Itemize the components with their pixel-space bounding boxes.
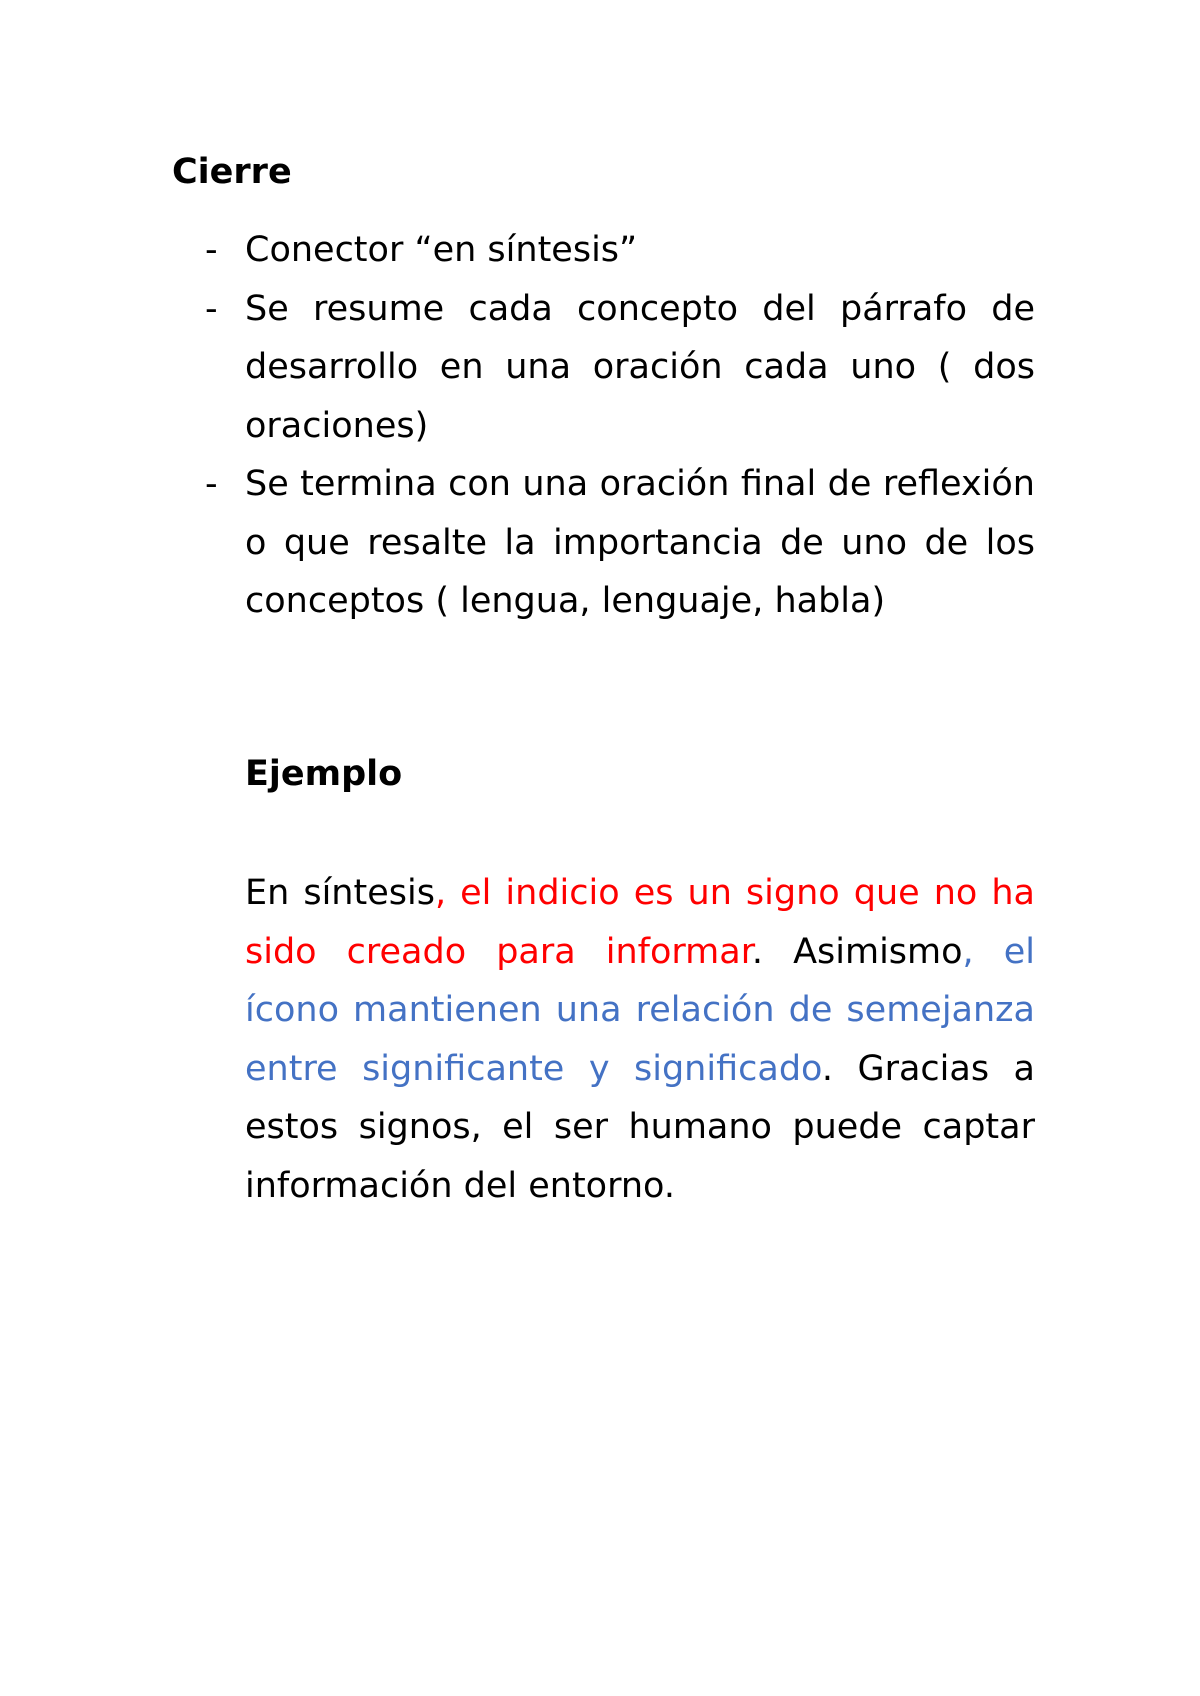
dash-bullet: - bbox=[205, 288, 218, 329]
list-item-text: Se termina con una oración final de reflexión o que resalte la importancia de uno de los conceptos ( lengua, lenguaje, habla) bbox=[245, 464, 1035, 621]
dash-bullet: - bbox=[205, 230, 218, 270]
example-paragraph bbox=[245, 864, 1035, 1215]
dash-bullet: - bbox=[205, 464, 218, 504]
example-text-black: . Gracias a estos signos, el ser humano puede captar información del entorno. bbox=[245, 1048, 1035, 1206]
list-item bbox=[205, 221, 1035, 280]
example-text-blue: , el ícono mantienen una relación de semejanza entre significante y significado bbox=[245, 931, 1035, 1089]
example-text-black: . Asimismo bbox=[751, 931, 963, 972]
bullet-list bbox=[205, 221, 1035, 631]
list-item-text: Se resume cada concepto del párrafo de desarrollo en una oración cada uno ( dos oraciones) bbox=[245, 288, 1035, 446]
list-item bbox=[205, 280, 1035, 456]
list-item-text: Conector “en síntesis” bbox=[245, 230, 638, 270]
example-text-black: En síntesis bbox=[245, 873, 435, 913]
example-heading: Ejemplo bbox=[245, 754, 403, 794]
list-item bbox=[205, 455, 1035, 631]
section-heading: Cierre bbox=[172, 152, 292, 192]
example-text-red: , el indicio es un signo que no ha sido creado para informar bbox=[245, 873, 1035, 972]
